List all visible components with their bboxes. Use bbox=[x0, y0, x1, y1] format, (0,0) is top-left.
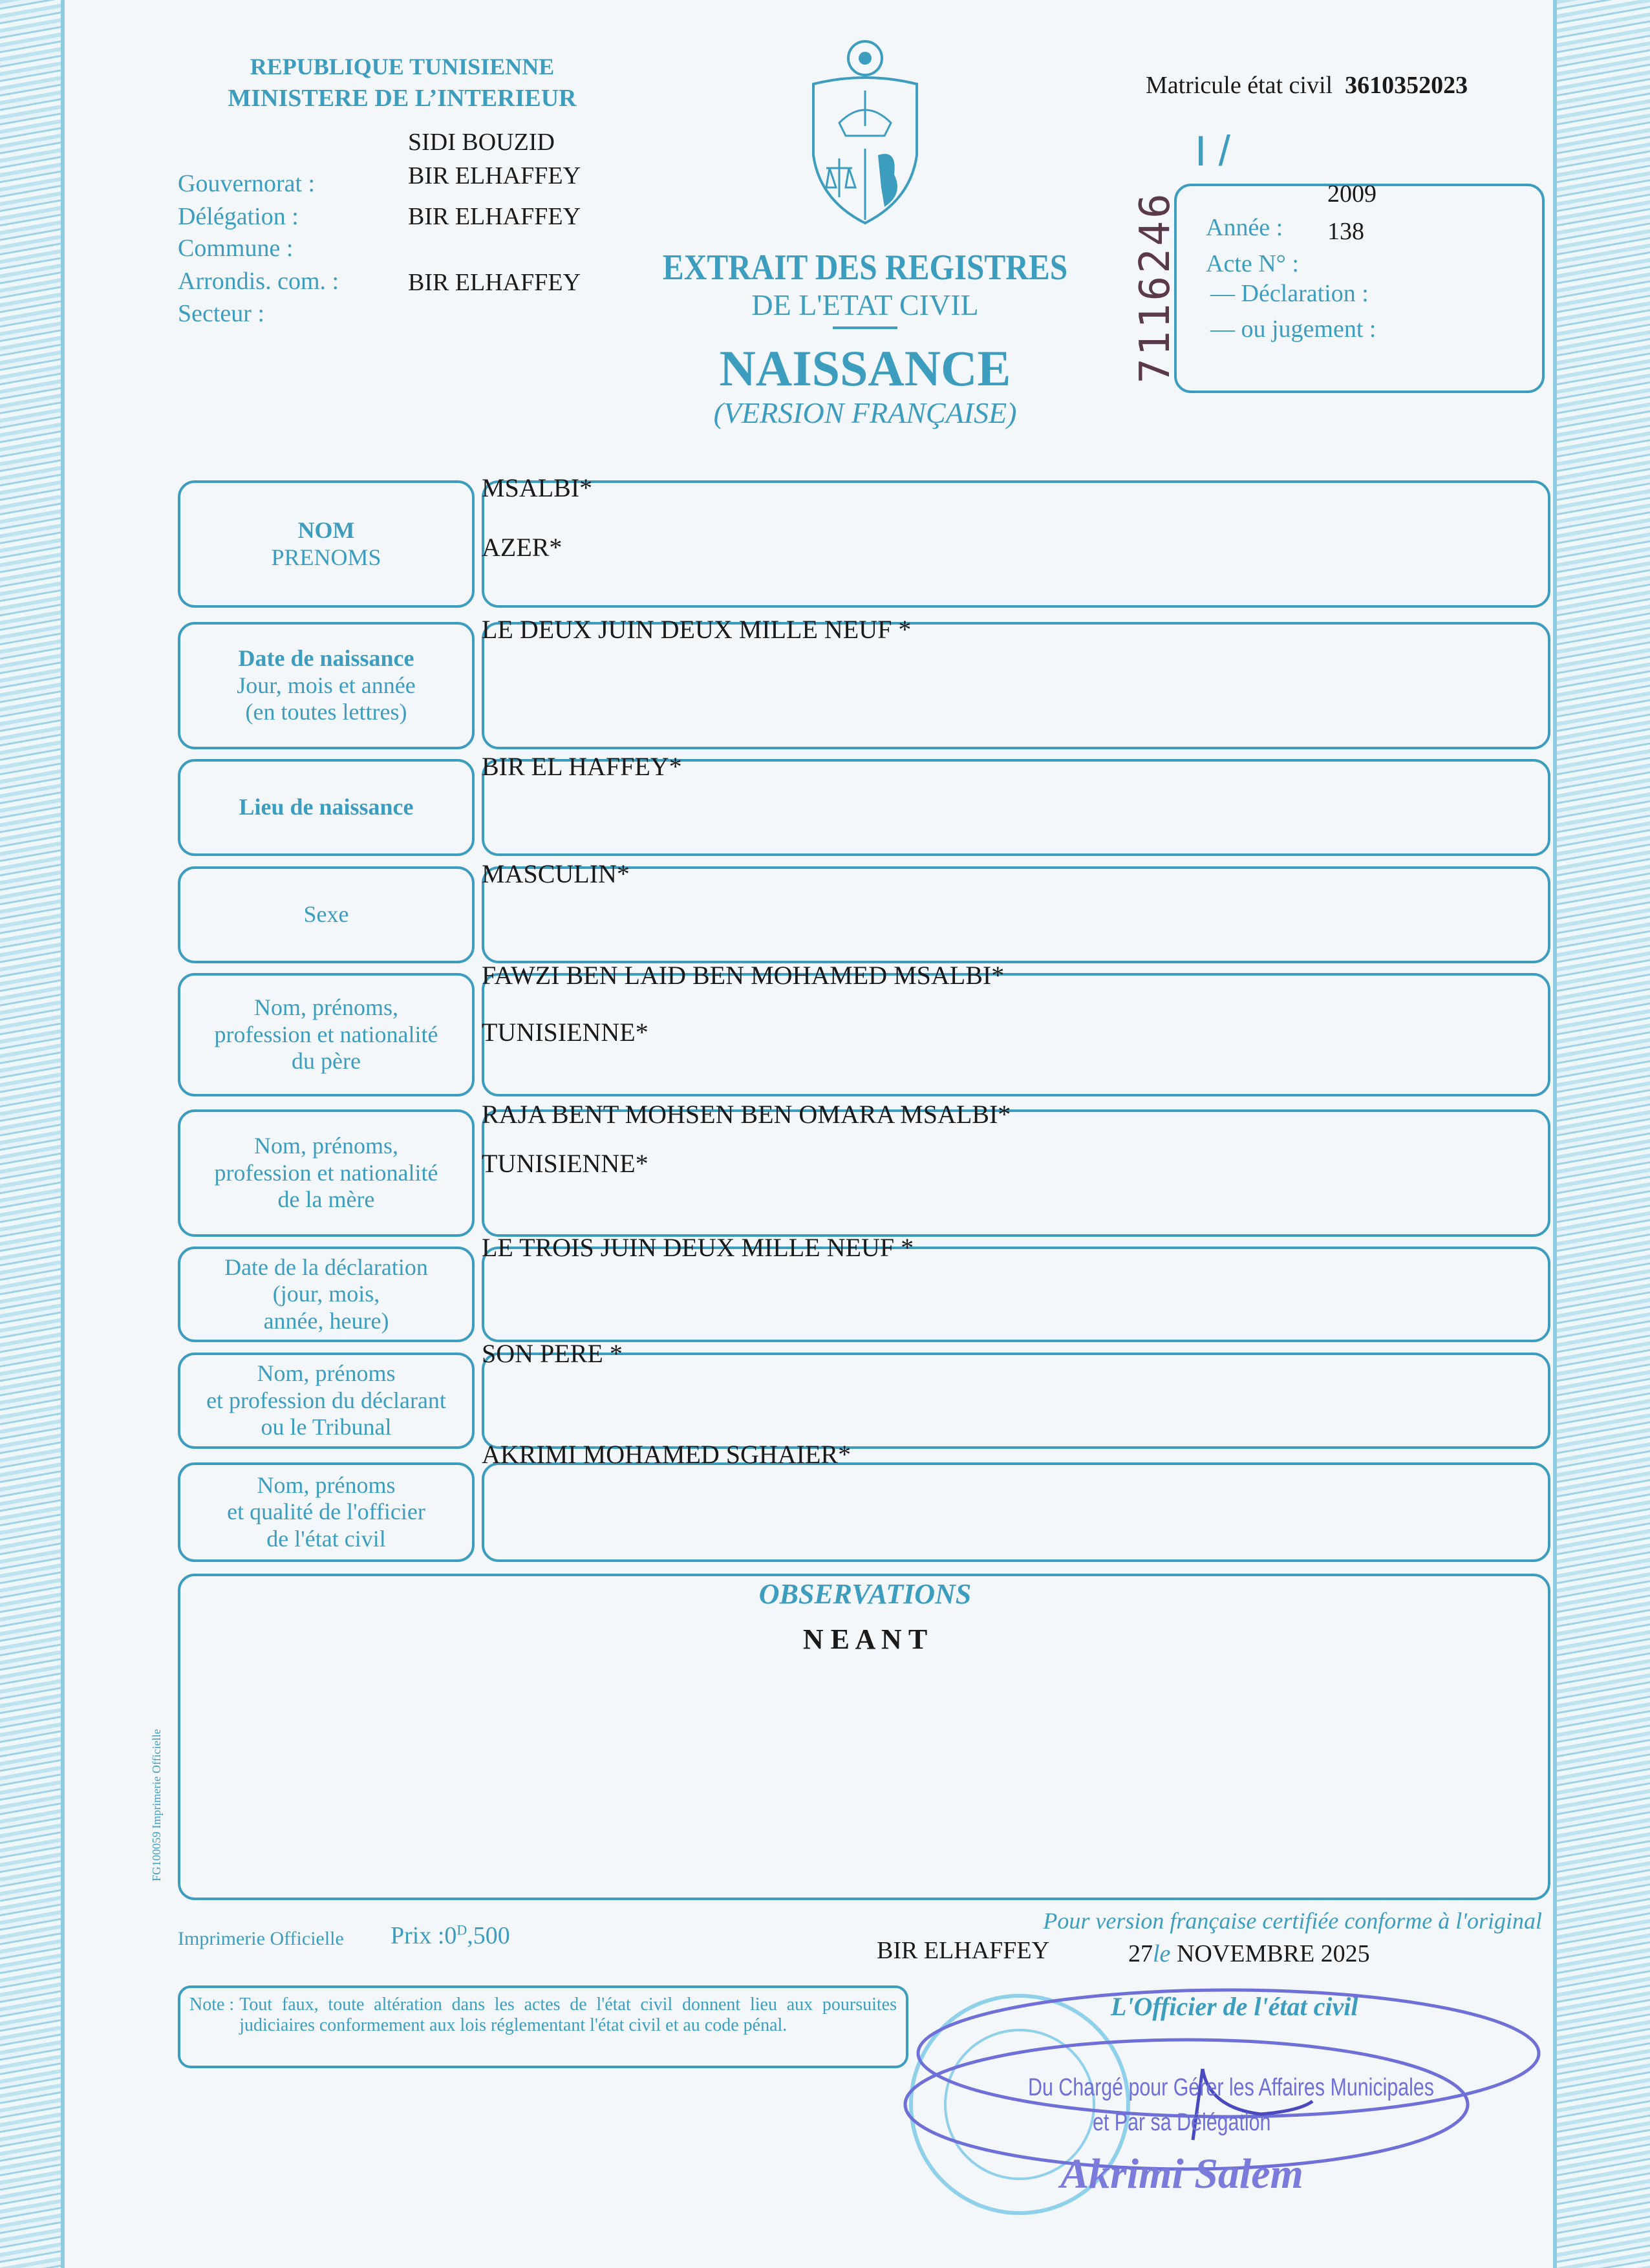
title-version: (VERSION FRANÇAISE) bbox=[713, 396, 1017, 429]
officer-title: L'Officier de l'état civil bbox=[1111, 1992, 1358, 2021]
row-value: TUNISIENNE* bbox=[482, 1149, 648, 1178]
row-label-box bbox=[178, 866, 475, 963]
row-label-line: (jour, mois, bbox=[272, 1281, 380, 1307]
arrondis-value: BIR ELHAFFEY bbox=[408, 269, 581, 296]
matricule-label: Matricule état civil bbox=[1146, 72, 1333, 99]
price-unit: D bbox=[456, 1921, 467, 1938]
row-label-line: (en toutes lettres) bbox=[245, 699, 407, 725]
row-label-box bbox=[178, 622, 475, 749]
observations-value: N E A N T bbox=[802, 1623, 928, 1655]
stamp-line-1: Du Chargé pour Gérer les Affaires Municipales bbox=[1028, 2074, 1435, 2101]
row-label-box bbox=[178, 1246, 475, 1342]
row-label-line: Date de la déclaration bbox=[224, 1254, 428, 1280]
row-label-line: Nom, prénoms bbox=[257, 1360, 396, 1387]
row-value: MSALBI* bbox=[482, 473, 593, 502]
row-value-box bbox=[482, 866, 1550, 963]
row-value-box bbox=[482, 1462, 1550, 1562]
row-label-line: année, heure) bbox=[263, 1307, 389, 1334]
guilloche-border-left bbox=[0, 0, 65, 2268]
title-extrait: EXTRAIT DES REGISTRES bbox=[662, 248, 1068, 288]
guilloche-border-right bbox=[1553, 0, 1650, 2268]
row-label-line: NOM bbox=[297, 517, 355, 544]
republic-heading: REPUBLIQUE TUNISIENNE bbox=[250, 54, 555, 80]
gouvernorat-value: SIDI BOUZID bbox=[408, 129, 555, 156]
row-value-box bbox=[482, 480, 1550, 608]
issue-day: 27 bbox=[1128, 1940, 1153, 1967]
row-label-line: profession et nationalité bbox=[214, 1159, 438, 1186]
declaration-label: — Déclaration : bbox=[1210, 280, 1369, 307]
certified-statement: Pour version française certifiée conforme à l'original bbox=[1043, 1908, 1542, 1934]
title-naissance: NAISSANCE bbox=[719, 340, 1011, 396]
row-label-box bbox=[178, 1353, 475, 1449]
row-value: SON PERE * bbox=[482, 1339, 623, 1368]
serial-mark: I / bbox=[1195, 127, 1231, 175]
row-value: LE TROIS JUIN DEUX MILLE NEUF * bbox=[482, 1233, 914, 1262]
row-value: AKRIMI MOHAMED SGHAIER* bbox=[482, 1440, 852, 1469]
matricule bbox=[1146, 71, 1468, 100]
row-value-box bbox=[482, 1353, 1550, 1449]
row-label-line: Jour, mois et année bbox=[237, 672, 416, 698]
row-label-line: Lieu de naissance bbox=[239, 794, 414, 820]
row-label-box bbox=[178, 1462, 475, 1562]
serial-number: 7116246 bbox=[1131, 191, 1179, 383]
row-label-line: Nom, prénoms, bbox=[254, 994, 398, 1021]
row-label-box bbox=[178, 1109, 475, 1237]
price-value: ,500 bbox=[467, 1922, 510, 1949]
row-value: RAJA BENT MOHSEN BEN OMARA MSALBI* bbox=[482, 1100, 1011, 1129]
row-label-line: et profession du déclarant bbox=[206, 1387, 446, 1413]
row-value: BIR EL HAFFEY* bbox=[482, 752, 682, 781]
row-label-box bbox=[178, 759, 475, 856]
row-label-line: de l'état civil bbox=[266, 1525, 386, 1552]
commune-value: BIR ELHAFFEY bbox=[408, 203, 581, 230]
note-text: Tout faux, toute altération dans les actes de l'état civil donnent lieu aux poursuites judiciaires conformement aux lois réglementant l'état civil et au code pénal. bbox=[239, 1995, 897, 2036]
secteur-label: Secteur : bbox=[178, 300, 265, 327]
ministry-heading: MINISTERE DE L’INTERIEUR bbox=[228, 85, 577, 112]
title-etat-civil: DE L'ETAT CIVIL bbox=[751, 288, 979, 321]
row-label-line: PRENOMS bbox=[271, 544, 381, 570]
stamp-signature-name: Akrimi Salem bbox=[1060, 2150, 1303, 2198]
delegation-value: BIR ELHAFFEY bbox=[408, 162, 581, 189]
row-label-line: profession et nationalité bbox=[214, 1021, 438, 1047]
annee-label: Année : bbox=[1206, 214, 1283, 241]
matricule-value: 3610352023 bbox=[1345, 72, 1468, 99]
price bbox=[391, 1921, 510, 1950]
imprimerie-label: Imprimerie Officielle bbox=[178, 1928, 344, 1949]
row-label-box bbox=[178, 973, 475, 1097]
row-label-line: Date de naissance bbox=[238, 645, 414, 672]
row-label-line: Nom, prénoms bbox=[257, 1471, 396, 1498]
row-label-line: du père bbox=[292, 1048, 361, 1075]
row-value: MASCULIN* bbox=[482, 859, 630, 888]
acte-value: 138 bbox=[1327, 218, 1364, 245]
row-value: LE DEUX JUIN DEUX MILLE NEUF * bbox=[482, 615, 912, 644]
jugement-label: — ou jugement : bbox=[1210, 316, 1377, 343]
arrondis-label: Arrondis. com. : bbox=[178, 268, 339, 295]
legal-note-box bbox=[178, 1985, 908, 2068]
title-divider bbox=[833, 326, 897, 329]
row-value: TUNISIENNE* bbox=[482, 1018, 648, 1047]
issue-date bbox=[1128, 1940, 1370, 1968]
delegation-label: Délégation : bbox=[178, 203, 299, 230]
issue-place: BIR ELHAFFEY bbox=[877, 1937, 1050, 1964]
issue-le: le bbox=[1153, 1940, 1171, 1967]
acte-label: Acte N° : bbox=[1206, 250, 1299, 277]
side-print-code: FG100059 Imprimerie Officielle bbox=[150, 1729, 163, 1881]
observations-label: OBSERVATIONS bbox=[758, 1578, 972, 1610]
row-value: FAWZI BEN LAID BEN MOHAMED MSALBI* bbox=[482, 961, 1005, 990]
gouvernorat-label: Gouvernorat : bbox=[178, 170, 316, 197]
row-label-line: ou le Tribunal bbox=[261, 1414, 392, 1440]
row-label-box bbox=[178, 480, 475, 608]
commune-label: Commune : bbox=[178, 235, 294, 262]
row-label-line: Nom, prénoms, bbox=[254, 1133, 398, 1159]
row-label-line: Sexe bbox=[303, 901, 349, 928]
annee-value: 2009 bbox=[1327, 180, 1377, 208]
note-label: Note : bbox=[189, 1995, 235, 2015]
stamp-line-2: et Par sa Délégation bbox=[1093, 2109, 1271, 2136]
price-label: Prix :0 bbox=[391, 1922, 457, 1949]
row-label-line: de la mère bbox=[277, 1186, 375, 1213]
issue-month-year: NOVEMBRE 2025 bbox=[1176, 1940, 1370, 1967]
coat-of-arms-emblem bbox=[800, 39, 930, 226]
row-label-line: et qualité de l'officier bbox=[227, 1499, 425, 1525]
row-value: AZER* bbox=[482, 533, 562, 562]
